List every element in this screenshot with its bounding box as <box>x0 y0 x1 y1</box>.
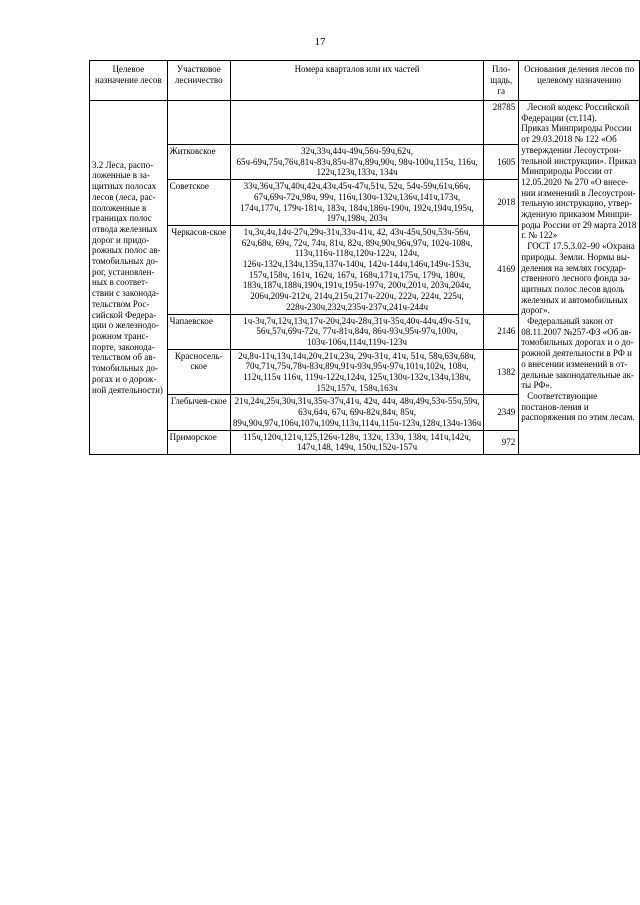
header-forestry: Участковое лесничество <box>167 61 230 101</box>
basis-item: Федеральный закон от 08.11.2007 №257-ФЗ «Об ав-томобильных дорогах и о до-рожной деятельности в РФ и о внесении изменений в от-дельные законодательные ак-ты РФ». <box>521 316 634 391</box>
forestry-name: Приморское <box>167 430 230 454</box>
forestry-name: Советское <box>167 180 230 226</box>
quarters-cell-empty <box>230 101 483 145</box>
area-value: 4169 <box>484 225 519 314</box>
forestry-cell-empty <box>167 101 230 145</box>
area-value: 972 <box>484 430 519 454</box>
basis-cell <box>519 101 640 455</box>
quarters-list: 115ч,120ч,121ч,125,126ч-128ч, 132ч, 133ч, 138ч, 141ч,142ч, 147ч,148, 149ч, 150ч,152ч-157ч <box>230 430 483 454</box>
forestry-name: Глебычев-ское <box>167 395 230 430</box>
forestry-name: Чапаевское <box>167 314 230 349</box>
forest-purpose-table <box>89 60 640 455</box>
forestry-name: Красносель-ское <box>167 349 230 395</box>
table-row <box>90 101 640 145</box>
quarters-list: 32ч,33ч,44ч-49ч,56ч-59ч,62ч, 65ч-69ч,75ч,76ч,81ч-83ч,85ч-87ч,89ч,90ч, 98ч-100ч,115ч, 116ч, 122ч,123ч,133ч, 134ч <box>230 145 483 180</box>
area-value: 2146 <box>484 314 519 349</box>
header-basis: Основания деления лесов по целевому назначению <box>519 61 640 101</box>
area-value: 1382 <box>484 349 519 395</box>
basis-item: Лесной кодекс Российской Федерации (ст.114). <box>521 102 630 123</box>
header-purpose: Целевое назначение лесов <box>90 61 168 101</box>
total-area-cell: 28785 <box>484 101 519 145</box>
quarters-list: 2ч,8ч-11ч,13ч,14ч,20ч,21ч,23ч, 29ч-31ч, 41ч, 51ч, 58ч,63ч,68ч, 70ч,71ч,75ч,78ч-83ч,89ч,91ч-93ч,95ч-97ч,101ч,102ч, 108ч, 112ч,115ч 116ч, 119ч-122ч,124ч, 125ч,130ч-132ч,134ч,138ч, 152ч,157ч, 158ч,163ч <box>230 349 483 395</box>
quarters-list: 33ч,36ч,37ч,40ч,42ч,43ч,45ч-47ч,51ч, 52ч, 54ч-59ч,61ч,66ч, 67ч,69ч-72ч,98ч, 99ч, 116ч,130ч-132ч,136ч,141ч,173ч, 174ч,177ч, 179ч-181ч, 183ч, 184ч,186ч-190ч, 192ч,194ч,195ч, 197ч,198ч, 203ч <box>230 180 483 226</box>
basis-item: Соответствующие постанов-ления и распоряжения по этим лесам. <box>521 390 635 423</box>
forestry-name: Житковское <box>167 145 230 180</box>
quarters-list: 1ч-3ч,7ч,12ч,13ч,17ч-20ч,24ч-28ч,31ч-35ч,40ч-44ч,49ч-51ч, 56ч,57ч,69ч-72ч, 77ч-81ч,84ч, 86ч-93ч,95ч-97ч,100ч, 103ч-106ч,114ч,119ч-123ч <box>230 314 483 349</box>
area-value: 1605 <box>484 145 519 180</box>
area-value: 2349 <box>484 395 519 430</box>
quarters-list: 21ч,24ч,25ч,30ч,31ч,35ч-37ч,41ч, 42ч, 44ч, 48ч,49ч,53ч-55ч,59ч, 63ч,64ч, 67ч, 69ч-82ч,84ч, 85ч, 89ч,90ч,97ч,106ч,107ч,109ч,113ч,114ч,115ч-123ч,128ч,134ч-136ч <box>230 395 483 430</box>
purpose-cell: 3.2 Леса, распо-ложенные в за-щитных полосах лесов (леса, рас-положенные в границах полос отвода железных дорог и придо-рожных полос ав-томобильных до-рог, установлен-ных в соответ-ствии с законода-тельством Рос-сийской Федера-ции о железнодо-рожном транс-порте, законода-тельством об ав-томобильных до-рогах и о дорож-ной деятельности) <box>90 101 168 455</box>
quarters-list: 1ч,3ч,4ч,14ч-27ч,29ч-31ч,33ч-41ч, 42, 43ч-45ч,50ч,53ч-56ч, 62ч,68ч, 69ч, 72ч, 74ч, 81ч, 82ч, 89ч,90ч,96ч,97ч, 102ч-108ч, 113ч,116ч-118ч,120ч-122ч, 124ч, 126ч-132ч,134ч,135ч,137ч-140ч, 142ч-144ч,146ч,149ч-153ч, 157ч,158ч, 161ч, 162ч, 167ч, 168ч,171ч,175ч, 179ч, 180ч, 183ч,187ч,188ч,190ч,191ч,195ч-197ч, 200ч,201ч, 203ч,204ч, 206ч,209ч-212ч, 214ч,215ч,217ч-220ч, 222ч, 224ч, 225ч, 228ч-230ч,232ч,235ч-237ч,241ч-244ч <box>230 225 483 314</box>
page-number: 17 <box>314 36 326 48</box>
header-area: Пло-щадь, га <box>484 61 519 101</box>
forestry-name: Черкасов-ское <box>167 225 230 314</box>
table-header-row <box>90 61 640 101</box>
header-quarters: Номера кварталов или их частей <box>230 61 483 101</box>
basis-item: ГОСТ 17.5.3.02–90 «Охрана природы. Земли. Нормы вы-деления на землях государ-ственного лесного фонда за-щитных полос лесов вдоль железных и автомобильных дорог». <box>521 241 635 316</box>
basis-item: Приказ Минприроды России от 29.03.2018 № 122 «Об утверждении Лесоустрои-тельной инструкции». Приказ Минприроды России от 12.05.2020 № 270 «О внесе-нии изменений в Лесоустрои-тельную инструкцию, утвер-жденную приказом Минпри-роды России от 29 марта 2018 г. № 122» <box>521 123 637 241</box>
area-value: 2018 <box>484 180 519 226</box>
